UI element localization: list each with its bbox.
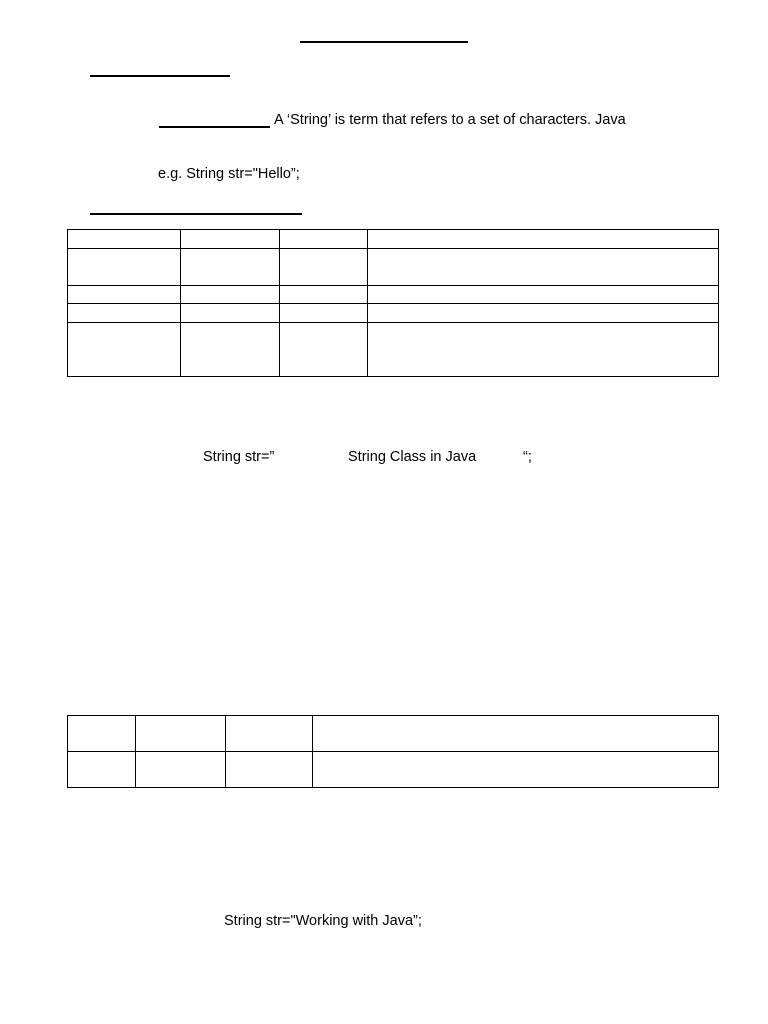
table-cell	[181, 230, 280, 249]
string-decl-value: String Class in Java	[348, 449, 477, 465]
term-blank-underline	[159, 126, 270, 128]
subsection-heading-underline	[90, 213, 302, 215]
table-cell	[368, 286, 719, 304]
intro-sentence: A ‘String’ is term that refers to a set of characters. Java	[274, 112, 626, 128]
string-decl-prefix: String str=”	[203, 449, 275, 465]
table-row	[68, 230, 719, 249]
table-cell	[313, 716, 719, 752]
table-cell	[181, 249, 280, 286]
table-cell	[226, 752, 313, 788]
table-cell	[68, 304, 181, 323]
methods-table	[67, 229, 719, 377]
title-underline	[300, 41, 468, 43]
table-cell	[68, 323, 181, 377]
table-row	[68, 323, 719, 377]
table-cell	[280, 230, 368, 249]
table-row	[68, 752, 719, 788]
section-heading-underline	[90, 75, 230, 77]
table-cell	[181, 286, 280, 304]
table-cell	[280, 323, 368, 377]
table-cell	[68, 286, 181, 304]
table-cell	[136, 716, 226, 752]
table-row	[68, 249, 719, 286]
table-cell	[368, 249, 719, 286]
table-cell	[181, 323, 280, 377]
final-example: String str="Working with Java”;	[224, 913, 422, 929]
table-cell	[280, 286, 368, 304]
table-cell	[68, 716, 136, 752]
table-cell	[136, 752, 226, 788]
table-cell	[68, 249, 181, 286]
table-row	[68, 286, 719, 304]
table-cell	[68, 752, 136, 788]
string-decl-suffix: “;	[523, 449, 532, 465]
table-row	[68, 304, 719, 323]
table-cell	[68, 230, 181, 249]
table-cell	[313, 752, 719, 788]
table-cell	[368, 230, 719, 249]
table-cell	[280, 304, 368, 323]
table-row	[68, 716, 719, 752]
table-cell	[226, 716, 313, 752]
table-cell	[181, 304, 280, 323]
table-cell	[368, 304, 719, 323]
table-cell	[280, 249, 368, 286]
example-line: e.g. String str="Hello”;	[158, 166, 300, 182]
table-cell	[368, 323, 719, 377]
string-index-table	[67, 715, 719, 788]
